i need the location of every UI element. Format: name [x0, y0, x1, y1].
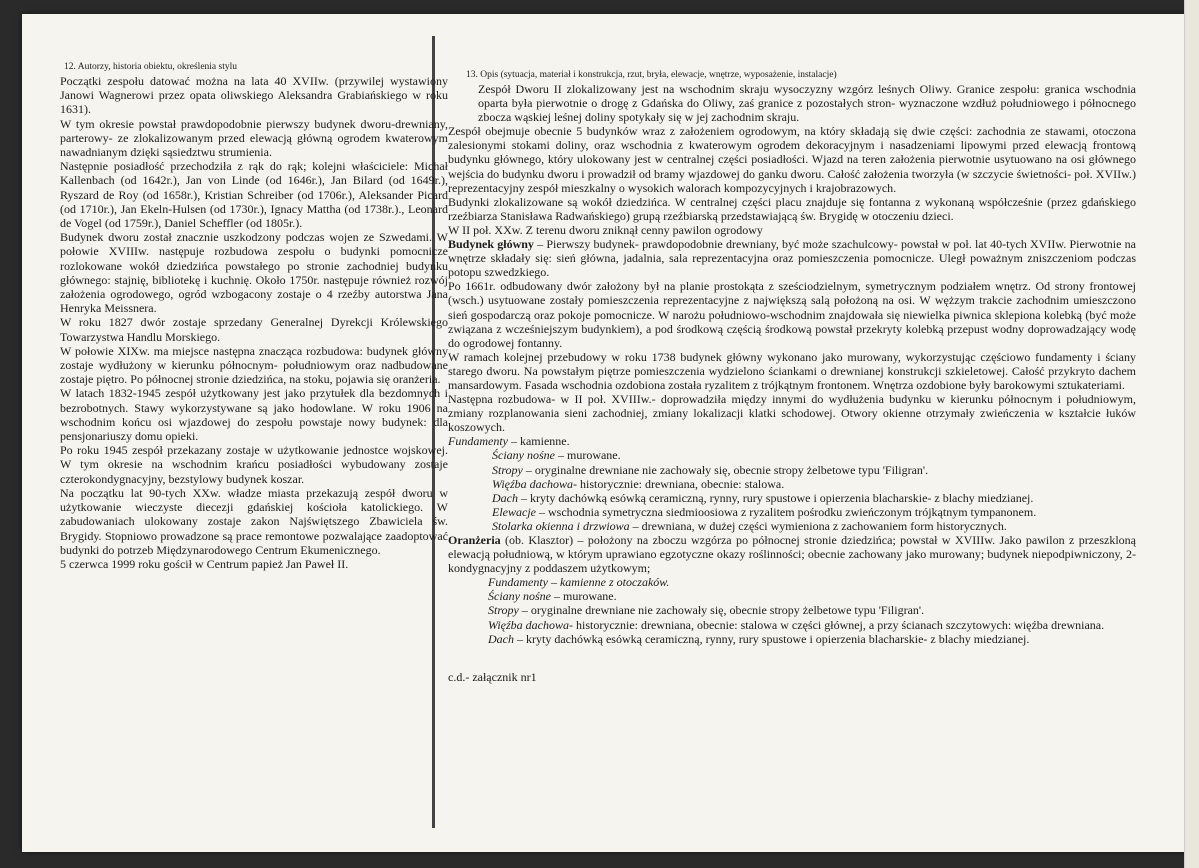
spec-foundations — [448, 434, 1136, 448]
spec-value: – kryty dachówką esówką ceramiczną, rynny, rury spustowe i opierzenia blacharskie- z blachy miedzianej. — [518, 490, 1034, 505]
left-column — [60, 62, 448, 571]
section-12-heading: 12. Autorzy, historia obiektu, określenia stylu — [64, 62, 237, 72]
spec-label: Więźba dachowa — [492, 476, 573, 491]
spec-value: – wschodnia symetryczna siedmioosiowa z ryzalitem pośrodku zwieńczonym trójkątnym tympanonem. — [535, 504, 1037, 519]
history-paragraph: Na początku lat 90-tych XXw. władze miasta przekazują zespół dworu w użytkowanie wieczyste diecezji gdańskiej kościoła katolickiego. W zabudowaniach ulokowany zostaje zakon Najświętszego Zbawiciela św. Brygidy. Stopniowo prowadzone są prace remontowe pozwalające zaadoptować budynki do potrzeb Międzynarodowego Centrum Ekumenicznego. — [60, 485, 448, 557]
spec-value: – oryginalne drewniane nie zachowały się, obecnie stropy żelbetowe typu 'Filigran'. — [522, 462, 929, 477]
spec-label: Stropy — [492, 462, 523, 477]
spec-label: Ściany nośne — [488, 589, 551, 604]
spec-label: Dach — [492, 490, 518, 505]
spec-value: – kryty dachówką esówką ceramiczną, rynny, rury spustowe i opierzenia blacharskie- z blachy miedzianej. — [514, 631, 1030, 646]
spec-ceilings — [448, 463, 1136, 477]
spec-label: Dach — [488, 631, 514, 646]
orangery-label: Oranżeria — [448, 533, 501, 547]
description-paragraph: Zespół Dworu II zlokalizowany jest na wschodnim skraju wysoczyzny wzgórz leśnych Oliwy. Granice zespołu: granica wschodnia oparta była pierwotnie o drogę z Gdańska do Oliwy, zaś granice z pozostałych stron- wyznaczone wzdłuż południowego i północnego zbocza wąskiej leśnej doliny spotykały się w jej zachodnim skraju. — [478, 82, 1136, 125]
spec-label: Elewacje — [492, 504, 536, 519]
spec-label: Stropy — [488, 603, 519, 618]
spec-value: – oryginalne drewniane nie zachowały się, obecnie stropy żelbetowe typu 'Filigran'. — [518, 603, 925, 618]
description-paragraph: W II poł. XXw. Z terenu dworu zniknął cenny pawilon ogrodowy — [448, 222, 763, 237]
section-13-heading: 13. Opis (sytuacja, materiał i konstrukcja, rzut, bryła, elewacje, wnętrze, wyposażenie, instalacje) — [466, 70, 837, 80]
spec-value: – drewniana, w dużej części wymieniona z zachowaniem form historycznych. — [629, 518, 1007, 533]
description-paragraph: W ramach kolejnej przebudowy w roku 1738 budynek główny wykonano jako murowany, wykorzystując częściowo fundamenty i ściany starego dworu. Na powstałym piętrze pomieszczenia wydzielono ściankami o drewnianej konstrukcji szkieletowej. Całość przykryto dachem mansardowym. Fasada wschodnia ozdobiona została ryzalitem z trójkątnym frontonem. Wnętrza ozdobione były barokowymi sztukateriami. — [448, 349, 1136, 392]
spec-roof — [448, 491, 1136, 505]
orangery-foundations — [448, 575, 1136, 589]
orangery-truss — [448, 618, 1136, 632]
main-building-label: Budynek główny — [448, 237, 534, 252]
history-paragraph: Następnie posiadłość przechodziła z rąk do rąk; kolejni właściciele: Michał Kallenbach (od 1642r.), Jan von Linde (od 1646r.), Jan Bilard (od 1649r.), Ryszard de Roy (od 1658r.), Kristian Schreiber (od 1706r.), Aleksander Picard (od 1710r.), Jan Ekeln-Hulsen (od 1730r.), Ignacy Mattha (od 1738r.)., Leonard de Vogel (od 1759r.), Daniel Scheffler (od 1805r.). — [60, 159, 448, 231]
description-paragraph: Budynki zlokalizowane są wokół dziedzińca. W centralnej części placu znajduje się fontanna z wykonaną współcześnie (przez gdańskiego rzeźbiarza Stanisława Radwańskiego) grupą rzeźbiarską przedstawiającą św. Brygidę w otoczeniu dzieci. — [448, 194, 1136, 223]
orangery-ceilings — [448, 603, 1136, 617]
spec-label: Fundamenty – kamienne z otoczaków. — [488, 575, 670, 590]
description-paragraph: Następna rozbudowa- w II poł. XVIIIw.- doprowadziła między innymi do wydłużenia budynku w kierunku północnym i południowym, zmiany rozplanowania sieni zachodniej, zmiany lokalizacji klatki schodowej. Otwory okienne otrzymały zwieńczenia w kształcie łuków koszowych. — [448, 392, 1136, 435]
continued-note: c.d.- załącznik nr1 — [448, 669, 537, 684]
orangery-text: (ob. Klasztor) – położony na zboczu wzgórza po północnej stronie dziedzińca; powstał w XVIIIw. Jako pawilon z przeszkloną elewacją południową, w którym uprawiano egzotyczne okazy roślinności; obecnie zachowany jako murowany; budynek niepodpiwniczony, 2-kondygnacyjny z poddaszem użytkowym; — [448, 533, 1136, 576]
spec-label: Stolarka okienna i drzwiowa — [492, 518, 630, 533]
history-paragraph: W połowie XIXw. ma miejsce następna znacząca rozbudowa: budynek główny zostaje wydłużony w kierunku północnym- południowym oraz nadbudowane zostaje piętro. Po północnej stronie dziedzińca, na stoku, pojawia się oranżeria. — [60, 343, 448, 387]
spec-walls — [448, 448, 1136, 462]
scan-edge — [1184, 0, 1199, 868]
spec-value: - historycznie: drewniana, obecnie: stalowa w części głównej, a przy ścianach szczytowych: więźba drewniana. — [569, 617, 1105, 632]
history-paragraph: Budynek dworu został znacznie uszkodzony podczas wojen ze Szwedami. W połowie XVIIIw. następuje rozbudowa zespołu o budynki pomocnicze rozlokowane wokół dziedzińca powstałego po stronie zachodniej budynku głównego: stajnię, bibliotekę i kuchnię. Około 1750r. następuje również rozwój założenia ogrodowego, ogród wzbogacony zostaje o 4 rzeźby autorstwa Jana Henryka Meissnera. — [60, 230, 448, 316]
main-building-text: – Pierwszy budynek- prawdopodobnie drewniany, być może szachulcowy- powstał w poł. lat 40-tych XVIIw. Pierwotnie na wnętrze składały się: sień główna, jadalnia, sala reprezentacyjna oraz pomieszczenia pomocnicze. Uległ poważnym zniszczeniom podczas potopu szwedzkiego. — [448, 237, 1137, 280]
orangery-paragraph — [448, 533, 1136, 575]
history-paragraph: Początki zespołu datować można na lata 40 XVIIw. (przywilej wystawiony Janowi Wagnerowi przez opata oliwskiego Aleksandra Grabiańskiego w roku 1631). — [60, 74, 448, 117]
description-paragraph: Po 1661r. odbudowany dwór założony był na planie prostokąta z sześciodzielnym, symetrycznym podziałem wnętrz. Od strony frontowej (wsch.) usytuowane zostały pomieszczenia reprezentacyjne z największą salą położoną na osi. W wężzym trakcie zachodnim umieszczono sień gospodarczą oraz pokoje pomocnicze. W narożu południowo-wschodnim znajdowała się niewielka piwnica sklepiona kolebką (być może związana z wcześniejszym budynkiem), a pod środkową częścią środkową powstał przekryty kolebką przepust wodny doprowadzający wodę do ogrodowej fontanny. — [448, 279, 1136, 350]
spec-value: – kamienne. — [507, 434, 570, 449]
spec-value: – murowane. — [554, 448, 621, 463]
history-paragraph: W tym okresie powstał prawdopodobnie pierwszy budynek dworu-drewniany, parterowy- ze zlokalizowanym przed elewacją główną ogrodem kwaterowym nawadnianym dzięki sąsiedztwu strumienia. — [60, 116, 448, 160]
spec-value: – murowane. — [550, 589, 617, 604]
spec-label: Więźba dachowa — [488, 617, 569, 632]
spec-joinery — [448, 519, 1136, 533]
orangery-walls — [448, 589, 1136, 603]
spec-label: Ściany nośne — [492, 448, 555, 463]
spec-truss — [448, 477, 1136, 491]
spec-label: Fundamenty — [448, 434, 508, 449]
main-building-paragraph — [448, 237, 1136, 279]
orangery-roof — [448, 632, 1136, 646]
history-paragraph: W latach 1832-1945 zespół użytkowany jest jako przytułek dla bezdomnych i bezrobotnych. Stawy wykorzystywane są jako hodowlane. W roku 1906 na wschodnim końcu osi wjazdowej do zespołu powstaje nowy budynek: dla pensjonariuszy domu opieki. — [60, 386, 448, 444]
description-paragraph: Zespół obejmuje obecnie 5 budynków wraz z założeniem ogrodowym, na który składają się dwie części: zachodnia ze stawami, otoczona zalesionymi stokami doliny, oraz wschodnia z kwaterowym ogrodem dekoracyjnym i nasadzeniami lipowymi przed elewacją frontową budynku głównego, który ulokowany jest w centralnej części posiadłości. Wjazd na teren założenia pierwotnie usytuowano na osi głównego wejścia do budynku dworu i prowadził od bramy wjazdowej do ganku dworu. Całość założenia tworzyła (w szczycie świetności- poł. XVIIw.) reprezentacyjny zespół mieszkalny o wysokich walorach kompozycyjnych i krajobrazowych. — [448, 124, 1136, 195]
history-paragraph: 5 czerwca 1999 roku gościł w Centrum papież Jan Paweł II. — [60, 556, 349, 571]
history-paragraph: Po roku 1945 zespół przekazany zostaje w użytkowanie jednostce wojskowej. W tym okresie na wschodnim krańcu posiadłości wybudowany zostaje czterokondygnacyjny, bezstylowy budynek koszar. — [60, 443, 448, 486]
history-paragraph: W roku 1827 dwór zostaje sprzedany Generalnej Dyrekcji Królewskiego Towarzystwa Handlu Morskiego. — [60, 315, 448, 344]
spec-value: - historycznie: drewniana, obecnie: stalowa. — [573, 476, 785, 491]
spec-elevations — [448, 505, 1136, 519]
right-column — [448, 70, 1136, 685]
